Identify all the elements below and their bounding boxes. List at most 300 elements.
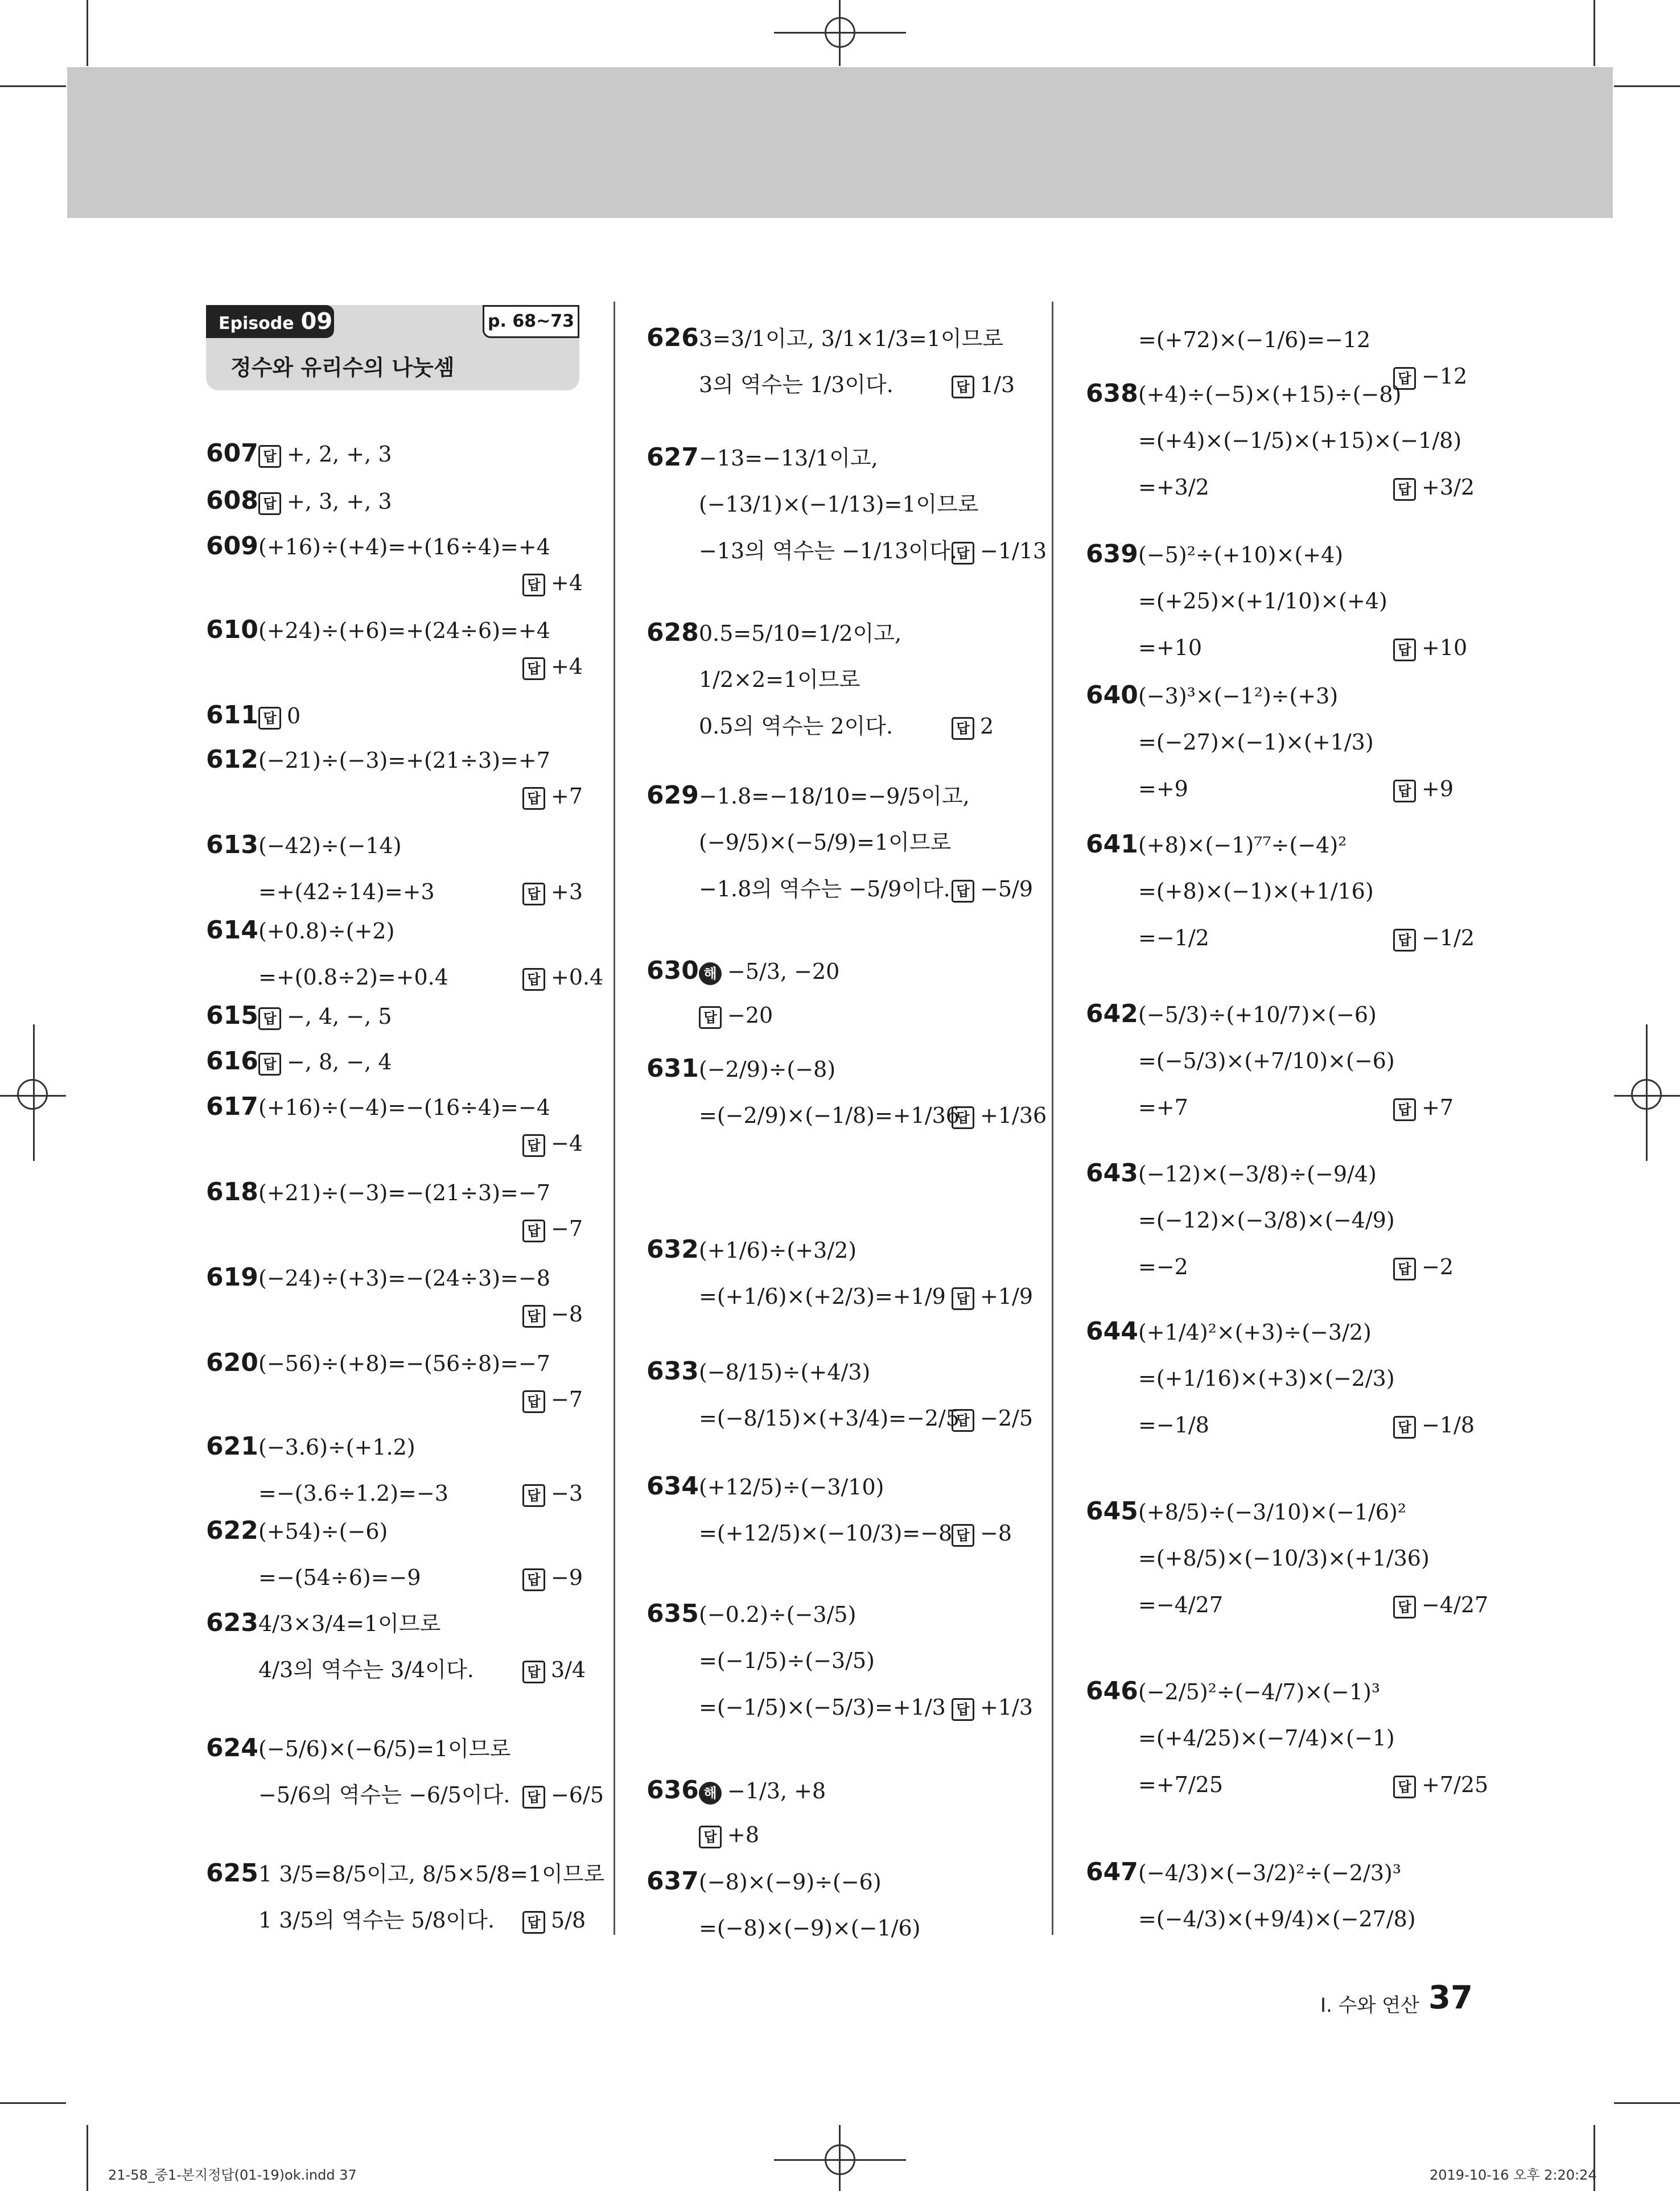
answer-value: +7/25: [1422, 1772, 1489, 1797]
footer-date: 2019-10-16 오후 2:20:24: [1430, 2167, 1597, 2183]
problem-number: 621: [206, 1432, 258, 1461]
problem-number: 645: [1086, 1497, 1138, 1526]
solution-step: =(+1/16)×(+3)×(−2/3): [1138, 1366, 1395, 1391]
answer-mark-icon: 답: [952, 1106, 974, 1129]
crop-mark: [1614, 2102, 1680, 2104]
answer-line: [522, 570, 583, 596]
problem-number: 639: [1086, 539, 1138, 569]
solution-step: 4/3의 역수는 3/4이다.: [258, 1657, 474, 1682]
solution-step: −1/3, +8: [727, 1778, 826, 1803]
page-number: 37: [1428, 1979, 1473, 2016]
solution-step: =+7/25: [1138, 1772, 1224, 1797]
crop-mark: [0, 85, 66, 87]
answer-value: +1/36: [980, 1103, 1047, 1128]
solution-step: =−(3.6÷1.2)=−3: [258, 1481, 448, 1506]
solution-step: −5/6의 역수는 −6/5이다.: [258, 1782, 510, 1807]
solution-step: (+1/4)²×(+3)÷(−3/2): [1138, 1320, 1372, 1345]
solution-step: =−2: [1138, 1254, 1188, 1279]
solution-step: (+1/6)÷(+3/2): [699, 1238, 857, 1263]
answer-value: −7: [551, 1216, 583, 1241]
solution-step: =(−5/3)×(+7/10)×(−6): [1138, 1048, 1395, 1073]
answer-mark-icon: 답: [522, 574, 545, 596]
answer-value: −3: [551, 1481, 583, 1506]
solution-step: (+16)÷(+4)=+(16÷4)=+4: [258, 534, 550, 559]
answer-mark-icon: 답: [522, 1134, 545, 1157]
answer-value: 1/3: [980, 372, 1015, 397]
answer-value: −, 8, −, 4: [287, 1049, 392, 1074]
solution-step: −13의 역수는 −1/13이다.: [699, 538, 957, 563]
answer-value: +, 2, +, 3: [287, 442, 392, 467]
problem-line: [206, 747, 550, 773]
episode-number: 09: [300, 308, 333, 335]
answer-value: 3/4: [551, 1657, 586, 1682]
answer-line: [522, 1481, 583, 1507]
answer-mark-icon: 답: [1393, 929, 1416, 952]
answer-mark-icon: 답: [258, 707, 281, 730]
answer-line: [1393, 1254, 1453, 1280]
solution-step: =−(54÷6)=−9: [258, 1565, 421, 1590]
answer-line: [1393, 635, 1467, 661]
answer-value: −1/8: [1422, 1412, 1475, 1438]
problem-number: 614: [206, 916, 258, 945]
answer-line: [1393, 776, 1453, 802]
solution-step: =(+1/6)×(+2/3)=+1/9: [699, 1284, 946, 1309]
problem-number: 629: [647, 781, 699, 810]
problem-line: [1086, 1860, 1401, 1885]
problem-line: [647, 620, 901, 646]
solution-step: =−1/8: [1138, 1412, 1209, 1438]
solution-step: (+24)÷(+6)=+(24÷6)=+4: [258, 618, 550, 643]
answer-mark-icon: 답: [522, 657, 545, 680]
problem-line: [206, 1177, 550, 1206]
answer-mark-icon: 답: [522, 1305, 545, 1328]
column-divider: [613, 302, 615, 1935]
answer-line: [699, 1822, 759, 1848]
answer-value: −2/5: [980, 1406, 1033, 1431]
problem-number: 627: [647, 443, 699, 472]
answer-line: [952, 714, 994, 740]
problem-line: [1086, 381, 1401, 407]
answer-mark-icon: 답: [1393, 1776, 1416, 1798]
problem-line: [1086, 1319, 1372, 1345]
solution-step: (−8/15)÷(+4/3): [699, 1360, 871, 1385]
problem-line: [647, 783, 970, 809]
solution-step: (−5/3)÷(+10/7)×(−6): [1138, 1002, 1377, 1027]
answer-mark-icon: 답: [258, 492, 281, 515]
solution-step: (−5)²÷(+10)×(+4): [1138, 542, 1344, 567]
answer-line: [522, 1302, 583, 1328]
solution-step: (−8)×(−9)÷(−6): [699, 1869, 882, 1895]
solution-step: (−12)×(−3/8)÷(−9/4): [1138, 1162, 1377, 1187]
solution-step: (−56)÷(+8)=−(56÷8)=−7: [258, 1351, 550, 1376]
solution-step: (−13/1)×(−1/13)=1이므로: [699, 492, 979, 517]
answer-value: 0: [287, 703, 301, 728]
solution-step: (+4)÷(−5)×(+15)÷(−8): [1138, 382, 1402, 407]
registration-mark: [17, 1079, 48, 1110]
problem-line: [206, 534, 550, 559]
answer-mark-icon: 답: [258, 1053, 281, 1076]
answer-value: +, 3, +, 3: [287, 489, 392, 514]
footer-section: I. 수와 연산: [1320, 1994, 1419, 2017]
solution-step: 1/2×2=1이므로: [699, 667, 860, 692]
problem-line: [206, 488, 392, 515]
problem-number: 633: [647, 1357, 699, 1386]
answer-mark-icon: 답: [1393, 639, 1416, 661]
solution-step: =(−12)×(−3/8)×(−4/9): [1138, 1208, 1395, 1233]
answer-mark-icon: 답: [522, 1661, 545, 1683]
solution-step: =(−2/9)×(−1/8)=+1/36: [699, 1103, 960, 1128]
problem-number: 636: [647, 1776, 699, 1805]
answer-value: −8: [980, 1521, 1012, 1546]
problem-number: 643: [1086, 1159, 1138, 1188]
problem-number: 637: [647, 1867, 699, 1896]
problem-line: [1086, 683, 1338, 709]
answer-line: [952, 1103, 1047, 1129]
problem-number: 647: [1086, 1858, 1138, 1887]
problem-number: 619: [206, 1263, 258, 1292]
answer-mark-icon: 답: [522, 1484, 545, 1507]
answer-value: −4: [551, 1131, 583, 1156]
problem-line: [206, 830, 402, 859]
solution-step: (−5/6)×(−6/5)=1이므로: [258, 1736, 511, 1761]
solution-step: (+0.8)÷(+2): [258, 919, 395, 944]
solution-step: −1.8의 역수는 −5/9이다.: [699, 876, 950, 901]
answer-line: [522, 1657, 586, 1683]
footer-file: 21-58_중1-본지정답(01-19)ok.indd 37: [108, 2167, 357, 2183]
problem-line: [206, 1518, 388, 1544]
answer-line: [952, 1284, 1033, 1310]
solution-step: 3=3/1이고, 3/1×1/3=1이므로: [699, 326, 1004, 351]
problem-line: [206, 1094, 550, 1120]
answer-mark-icon: 답: [1393, 478, 1416, 501]
solution-step: =+9: [1138, 776, 1188, 801]
crop-mark: [0, 2102, 66, 2104]
problem-number: 644: [1086, 1317, 1138, 1346]
episode-title: 정수와 유리수의 나눗셈: [230, 355, 455, 380]
answer-value: −1/13: [980, 538, 1047, 563]
answer-value: +0.4: [551, 965, 604, 990]
problem-number: 612: [206, 745, 258, 774]
answer-value: −4/27: [1422, 1592, 1489, 1617]
answer-value: +8: [727, 1822, 760, 1847]
solution-step: 1 3/5의 역수는 5/8이다.: [258, 1908, 495, 1933]
answer-value: +7: [551, 784, 583, 809]
solution-step: (+21)÷(−3)=−(21÷3)=−7: [258, 1180, 550, 1205]
problem-line: [647, 323, 1004, 352]
answer-line: [522, 784, 583, 810]
solution-step: (−24)÷(+3)=−(24÷3)=−8: [258, 1266, 550, 1291]
solution-step: =+(42÷14)=+3: [258, 879, 435, 904]
registration-mark: [825, 17, 855, 48]
problem-number: 638: [1086, 379, 1138, 408]
problem-line: [647, 1778, 826, 1805]
answer-mark-icon: 답: [1393, 780, 1416, 802]
problem-line: [206, 1049, 392, 1076]
answer-mark-icon: 답: [952, 1524, 974, 1547]
problem-line: [647, 1869, 882, 1895]
solution-step: =(+4/25)×(−7/4)×(−1): [1138, 1725, 1395, 1751]
solution-step: =(+72)×(−1/6)=−12: [1138, 327, 1371, 352]
problem-number: 616: [206, 1047, 258, 1076]
solution-step: (−21)÷(−3)=+(21÷3)=+7: [258, 748, 550, 773]
answer-line: [1393, 925, 1475, 952]
problem-number: 634: [647, 1472, 699, 1501]
problem-number: 620: [206, 1348, 258, 1377]
answer-value: +4: [551, 654, 583, 679]
answer-value: +1/3: [980, 1695, 1033, 1720]
problem-number: 642: [1086, 999, 1138, 1028]
solution-step: 4/3×3/4=1이므로: [258, 1611, 441, 1636]
solution-step: =(−1/5)÷(−3/5): [699, 1648, 875, 1673]
solution-step: 3의 역수는 1/3이다.: [699, 372, 893, 397]
solution-step: (+16)÷(−4)=−(16÷4)=−4: [258, 1095, 550, 1120]
problem-line: [206, 1434, 415, 1460]
problem-number: 618: [206, 1177, 258, 1206]
problem-line: [206, 1350, 550, 1376]
problem-line: [647, 445, 878, 471]
answer-mark-icon: 답: [522, 1220, 545, 1242]
solution-mark-icon: 해: [699, 962, 722, 985]
problem-number: 626: [647, 323, 699, 352]
answer-value: 5/8: [551, 1908, 586, 1933]
answer-line: [522, 1216, 583, 1242]
solution-step: (+8/5)÷(−3/10)×(−1/6)²: [1138, 1500, 1407, 1525]
problem-line: [206, 1861, 604, 1887]
answer-line: [952, 876, 1033, 903]
answer-value: −1/2: [1422, 925, 1475, 950]
answer-value: −5/9: [980, 876, 1033, 901]
problem-number: 622: [206, 1516, 258, 1545]
answer-value: +10: [1422, 635, 1468, 660]
registration-mark: [1631, 1079, 1662, 1110]
answer-mark-icon: 답: [522, 1786, 545, 1809]
answer-value: −2: [1422, 1254, 1454, 1279]
answer-mark-icon: 답: [952, 880, 974, 903]
answer-line: [1393, 1592, 1488, 1618]
answer-mark-icon: 답: [952, 717, 974, 740]
solution-step: −13=−13/1이고,: [699, 446, 878, 471]
problem-line: [1086, 1161, 1377, 1187]
solution-step: (+12/5)÷(−3/10): [699, 1475, 884, 1500]
problem-line: [206, 918, 394, 944]
answer-mark-icon: 답: [952, 542, 974, 565]
crop-mark: [87, 2125, 88, 2191]
answer-mark-icon: 답: [952, 1287, 974, 1310]
solution-step: =(+8)×(−1)×(+1/16): [1138, 879, 1374, 904]
answer-mark-icon: 답: [1393, 1596, 1416, 1618]
answer-line: [952, 372, 1015, 398]
answer-line: [1393, 1412, 1475, 1439]
problem-number: 628: [647, 618, 699, 647]
problem-line: [647, 1056, 835, 1082]
solution-step: −1.8=−18/10=−9/5이고,: [699, 784, 970, 809]
answer-line: [522, 654, 583, 680]
solution-step: 1 3/5=8/5이고, 8/5×5/8=1이므로: [258, 1861, 605, 1887]
solution-step: (−42)÷(−14): [258, 833, 402, 858]
problem-line: [206, 617, 550, 643]
answer-mark-icon: 답: [699, 1826, 722, 1848]
answer-mark-icon: 답: [522, 787, 545, 810]
solution-step: =+10: [1138, 635, 1203, 660]
solution-step: =(−27)×(−1)×(+1/3): [1138, 730, 1374, 755]
answer-mark-icon: 답: [258, 1007, 281, 1030]
solution-step: =(+12/5)×(−10/3)=−8: [699, 1521, 953, 1546]
column-divider: [1052, 302, 1053, 1935]
header-band: [67, 67, 1613, 218]
problem-number: 607: [206, 439, 258, 468]
solution-step: (+8)×(−1)⁷⁷÷(−4)²: [1138, 833, 1347, 858]
answer-mark-icon: 답: [1393, 1416, 1416, 1439]
solution-step: =+7: [1138, 1095, 1188, 1120]
problem-number: 613: [206, 830, 258, 859]
solution-step: (−4/3)×(−3/2)²÷(−2/3)³: [1138, 1860, 1402, 1885]
answer-line: [952, 1521, 1012, 1547]
problem-line: [206, 1265, 550, 1291]
answer-line: [952, 1695, 1033, 1721]
problem-number: 625: [206, 1859, 258, 1888]
episode-tab: [206, 305, 334, 338]
answer-value: −9: [551, 1565, 583, 1590]
problem-line: [647, 958, 839, 985]
solution-step: =(+4)×(−1/5)×(+15)×(−1/8): [1138, 428, 1462, 453]
solution-step: −5/3, −20: [727, 959, 840, 984]
answer-mark-icon: 답: [699, 1006, 722, 1029]
problem-number: 630: [647, 956, 699, 985]
problem-line: [647, 1474, 884, 1500]
problem-number: 635: [647, 1599, 699, 1628]
answer-line: [699, 1003, 773, 1029]
answer-mark-icon: 답: [1393, 1258, 1416, 1280]
answer-value: +7: [1422, 1095, 1454, 1120]
solution-mark-icon: 해: [699, 1782, 722, 1805]
answer-line: [1393, 1095, 1453, 1121]
solution-step: =(−4/3)×(+9/4)×(−27/8): [1138, 1906, 1416, 1931]
answer-mark-icon: 답: [522, 1390, 545, 1413]
solution-step: =(−8/15)×(+3/4)=−2/5: [699, 1406, 960, 1431]
answer-line: [1393, 475, 1475, 501]
problem-line: [206, 703, 300, 730]
episode-pages: p. 68~73: [483, 305, 579, 338]
solution-step: (−2/5)²÷(−4/7)×(−1)³: [1138, 1679, 1381, 1704]
episode-label: Episode: [219, 314, 294, 333]
answer-mark-icon: 답: [522, 1911, 545, 1934]
answer-line: [952, 538, 1047, 565]
answer-value: −20: [727, 1003, 773, 1028]
problem-number: 623: [206, 1608, 258, 1637]
answer-value: +3: [551, 879, 583, 904]
problem-number: 611: [206, 701, 258, 730]
solution-step: =(−8)×(−9)×(−1/6): [699, 1916, 921, 1941]
solution-step: =+(0.8÷2)=+0.4: [258, 965, 448, 990]
problem-line: [206, 1733, 511, 1762]
answer-value: +4: [551, 570, 583, 595]
answer-line: [952, 1406, 1033, 1432]
solution-step: 0.5의 역수는 2이다.: [699, 714, 893, 739]
problem-line: [206, 1608, 441, 1637]
solution-step: =(+8/5)×(−10/3)×(+1/36): [1138, 1546, 1430, 1571]
problem-line: [647, 1601, 856, 1627]
answer-line: [522, 1565, 583, 1591]
answer-mark-icon: 답: [952, 1698, 974, 1721]
answer-mark-icon: 답: [1393, 367, 1416, 390]
solution-step: (−3.6)÷(+1.2): [258, 1435, 415, 1460]
problem-number: 617: [206, 1092, 258, 1121]
solution-step: (−3)³×(−1²)÷(+3): [1138, 683, 1339, 709]
problem-line: [1138, 327, 1370, 352]
crop-mark: [1614, 85, 1680, 87]
problem-number: 609: [206, 532, 258, 561]
answer-line: [522, 1387, 583, 1413]
problem-number: 615: [206, 1001, 258, 1030]
answer-mark-icon: 답: [952, 1409, 974, 1432]
answer-value: +1/9: [980, 1284, 1033, 1309]
answer-value: −6/5: [551, 1782, 604, 1807]
solution-step: 0.5=5/10=1/2이고,: [699, 621, 902, 646]
answer-value: −7: [551, 1387, 583, 1412]
answer-mark-icon: 답: [1393, 1098, 1416, 1121]
answer-mark-icon: 답: [952, 376, 974, 398]
solution-step: (+54)÷(−6): [258, 1519, 388, 1544]
problem-line: [1086, 1679, 1380, 1704]
problem-line: [206, 441, 392, 468]
problem-line: [647, 1237, 857, 1263]
problem-line: [647, 1359, 870, 1385]
solution-step: =−4/27: [1138, 1592, 1224, 1617]
crop-mark: [87, 0, 88, 66]
answer-mark-icon: 답: [522, 883, 545, 905]
problem-number: 608: [206, 486, 258, 515]
answer-mark-icon: 답: [258, 445, 281, 468]
problem-number: 632: [647, 1235, 699, 1264]
answer-mark-icon: 답: [522, 968, 545, 991]
answer-value: +3/2: [1422, 475, 1475, 500]
solution-step: =(+25)×(+1/10)×(+4): [1138, 588, 1387, 613]
problem-line: [206, 1003, 392, 1030]
problem-number: 631: [647, 1054, 699, 1083]
answer-line: [522, 965, 603, 991]
problem-number: 640: [1086, 681, 1138, 710]
answer-value: −8: [551, 1302, 583, 1327]
problem-number: 646: [1086, 1677, 1138, 1706]
problem-line: [1086, 999, 1377, 1028]
problem-number: 641: [1086, 830, 1138, 859]
answer-line: [1393, 1772, 1488, 1798]
solution-step: (−0.2)÷(−3/5): [699, 1602, 857, 1627]
answer-value: +9: [1422, 776, 1454, 801]
answer-mark-icon: 답: [522, 1568, 545, 1591]
problem-line: [1086, 539, 1344, 569]
solution-step: (−9/5)×(−5/9)=1이므로: [699, 830, 952, 855]
problem-line: [1086, 1499, 1406, 1525]
answer-line: [522, 1908, 586, 1934]
answer-line: [522, 1782, 604, 1809]
solution-step: =(−1/5)×(−5/3)=+1/3: [699, 1695, 946, 1720]
solution-step: (−2/9)÷(−8): [699, 1057, 836, 1082]
answer-value: −12: [1422, 364, 1468, 389]
answer-value: 2: [980, 714, 994, 739]
registration-mark: [825, 2144, 855, 2175]
answer-line: [522, 879, 583, 905]
solution-step: =+3/2: [1138, 475, 1209, 500]
problem-number: 624: [206, 1733, 258, 1762]
answer-line: [1393, 364, 1467, 390]
solution-step: =−1/2: [1138, 925, 1209, 950]
answer-value: −, 4, −, 5: [287, 1004, 392, 1029]
problem-line: [1086, 832, 1347, 858]
crop-mark: [1593, 0, 1595, 66]
answer-line: [522, 1131, 583, 1157]
problem-number: 610: [206, 615, 258, 644]
